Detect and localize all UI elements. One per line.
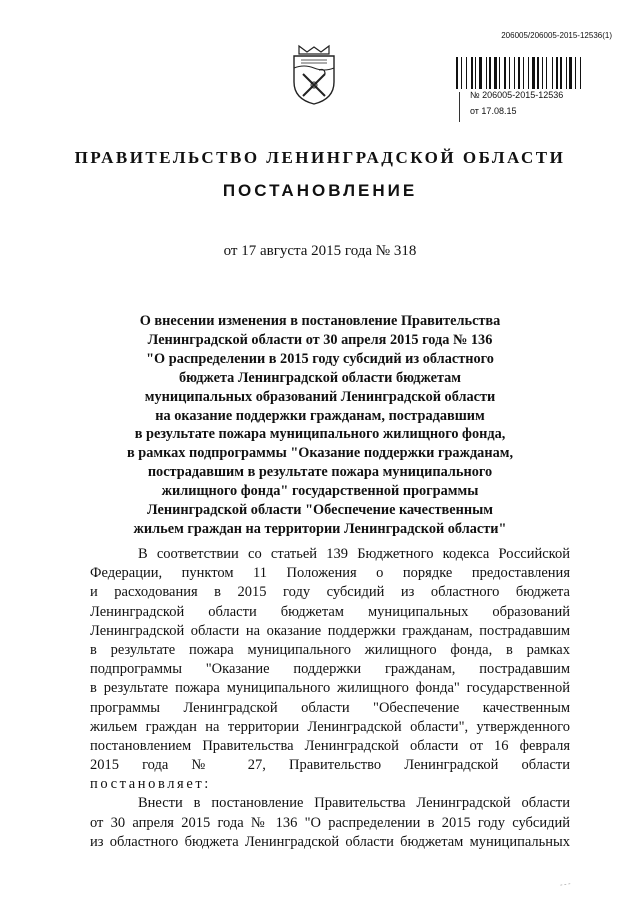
body-line: постановляет: — [90, 776, 211, 793]
body-line: Ленинградской области на оказание поддержки гражданам, пострадавшим — [90, 622, 570, 639]
barcode-bar — [504, 57, 506, 89]
heading-line: жилищного фонда" государственной программы — [161, 483, 479, 500]
body-line: от 30 апреля 2015 года № 136 "О распределении в 2015 году субсидий — [90, 814, 570, 831]
registry-stamp-bar — [459, 92, 460, 122]
body-line: Федерации, пунктом 11 Положения о порядке предоставления — [90, 565, 570, 582]
government-title: ПРАВИТЕЛЬСТВО ЛЕНИНГРАДСКОЙ ОБЛАСТИ — [74, 148, 566, 167]
barcode-bar — [566, 57, 567, 89]
heading-line: жильем граждан на территории Ленинградской области" — [133, 520, 507, 537]
barcode — [456, 57, 610, 89]
coat-of-arms-icon — [289, 44, 339, 106]
barcode-bar — [569, 57, 572, 89]
barcode-bar — [580, 57, 581, 89]
body-line: из областного бюджета Ленинградской области бюджетам муниципальных — [90, 833, 570, 850]
barcode-bar — [479, 57, 482, 89]
barcode-bar — [575, 57, 576, 89]
heading-line: О внесении изменения в постановление Правительства — [139, 313, 501, 329]
body-line: и расходования в 2015 году субсидий из областного бюджета — [90, 584, 570, 601]
document-date-number: от 17 августа 2015 года № 318 — [223, 243, 417, 259]
body-line: программы Ленинградской области "Обеспечение качественным — [90, 699, 570, 716]
barcode-bar — [486, 57, 487, 89]
barcode-bar — [456, 57, 458, 89]
heading-line: бюджета Ленинградской области бюджетам — [178, 369, 462, 386]
barcode-bar — [518, 57, 520, 89]
body-line: жильем граждан на территории Ленинградской области", утвержденного — [90, 718, 570, 735]
barcode-bar — [523, 57, 524, 89]
barcode-bar — [509, 57, 510, 89]
heading-line: Ленинградской области от 30 апреля 2015 года № 136 — [147, 331, 493, 348]
heading-line: в результате пожара муниципального жилищного фонда, — [134, 426, 506, 443]
body-line: Ленинградской области бюджетам муниципальных образований — [90, 603, 570, 620]
body-line: подпрограммы "Оказание поддержки гражданам, пострадавшим — [90, 661, 570, 678]
barcode-bar — [542, 57, 543, 89]
body-line: В соответствии со статьей 139 Бюджетного кодекса Российской — [138, 546, 570, 562]
document-body — [90, 545, 570, 852]
corner-mark: - - - — [559, 879, 572, 889]
heading-line: на оказание поддержки гражданам, пострадавшим — [155, 407, 485, 424]
barcode-bar — [494, 57, 497, 89]
registry-date: от 17.08.15 — [470, 106, 517, 116]
barcode-bar — [489, 57, 491, 89]
heading-line: пострадавшим в результате пожара муниципального — [147, 464, 493, 481]
heading-line: "О распределении в 2015 году субсидий из областного — [146, 350, 494, 367]
barcode-bar — [537, 57, 539, 89]
barcode-bar — [560, 57, 562, 89]
body-line: Внести в постановление Правительства Ленинградской области — [138, 795, 570, 812]
body-line: постановлением Правительства Ленинградской области от 16 февраля — [90, 737, 570, 754]
barcode-bar — [514, 57, 515, 89]
barcode-bar — [546, 57, 547, 89]
barcode-bar — [556, 57, 558, 89]
body-line: в результате пожара муниципального жилищного фонда, в рамках — [90, 641, 570, 658]
document-type: ПОСТАНОВЛЕНИЕ — [222, 181, 418, 200]
registry-number: № 206005-2015-12536 — [470, 90, 564, 100]
barcode-bar — [552, 57, 553, 89]
barcode-bar — [466, 57, 467, 89]
barcode-bar — [528, 57, 529, 89]
barcode-bar — [499, 57, 500, 89]
document-heading — [96, 312, 544, 539]
heading-line: муниципальных образований Ленинградской области — [144, 388, 496, 405]
barcode-bar — [471, 57, 473, 89]
heading-line: в рамках подпрограммы "Оказание поддержки гражданам, — [126, 445, 514, 462]
barcode-bar — [475, 57, 476, 89]
registry-code: 206005/206005-2015-12536(1) — [501, 31, 612, 40]
heading-line: Ленинградской области "Обеспечение качественным — [147, 502, 493, 519]
barcode-bar — [532, 57, 535, 89]
body-line: в результате пожара муниципального жилищного фонда" государственной — [90, 680, 570, 697]
body-line: 2015 года № 27, Правительство Ленинградской области — [90, 757, 570, 774]
barcode-bar — [461, 57, 462, 89]
